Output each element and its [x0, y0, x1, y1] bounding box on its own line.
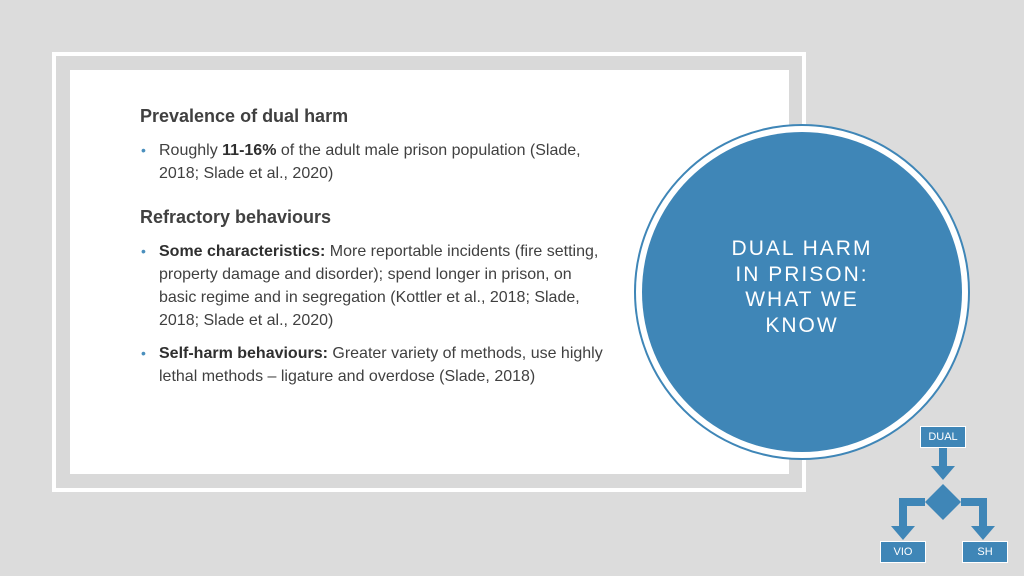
bullet3-text: Greater variety of methods, use highly lethal methods – ligature and overdose (Slade, 2018) — [159, 345, 603, 385]
arrow-down-icon — [931, 466, 955, 480]
content-text-block — [140, 106, 610, 398]
bullet1-text: of the adult male prison population (Slade, 2018; Slade et al., 2020) — [159, 142, 581, 182]
arrow-down-icon — [891, 526, 915, 540]
prevalence-bullet — [140, 139, 610, 185]
title-line-4: KNOW — [765, 313, 839, 337]
bullet1-bold: 11-16% — [222, 142, 277, 159]
arrow-down-icon — [971, 526, 995, 540]
characteristics-bullet — [140, 240, 610, 332]
bullet-icon: • — [141, 243, 146, 259]
bullet2-bold: Some characteristics: — [159, 243, 326, 260]
bullet1-prefix: Roughly — [159, 142, 223, 159]
prevalence-heading: Prevalence of dual harm — [140, 106, 349, 126]
flow-connector-right — [961, 498, 987, 506]
title-line-2: IN PRISON: — [735, 262, 869, 286]
bullet3-bold: Self-harm behaviours: — [159, 345, 328, 362]
title-line-3: WHAT WE — [745, 288, 859, 311]
refractory-heading: Refractory behaviours — [140, 207, 332, 227]
self-harm-bullet — [140, 342, 610, 388]
flow-box-vio: VIO — [880, 541, 926, 563]
flow-box-dual: DUAL — [920, 426, 966, 448]
bullet-icon: • — [141, 345, 146, 361]
flow-connector-left — [899, 498, 925, 506]
bullet-icon: • — [141, 142, 146, 158]
flow-connector-right-down — [979, 498, 987, 528]
bullet2-text: More reportable incidents (fire setting, property damage and disorder); spend longer in prison, on basic regime and in segregation (Kottler et al., 2018; Slade, 2018; Slade et al., 2020) — [159, 243, 599, 329]
flow-connector-top — [939, 448, 947, 468]
flow-box-sh: SH — [962, 541, 1008, 563]
decision-diamond-icon — [925, 484, 961, 520]
slide-title — [642, 236, 962, 338]
title-line-1: DUAL HARM — [731, 237, 873, 260]
flow-connector-left-down — [899, 498, 907, 528]
